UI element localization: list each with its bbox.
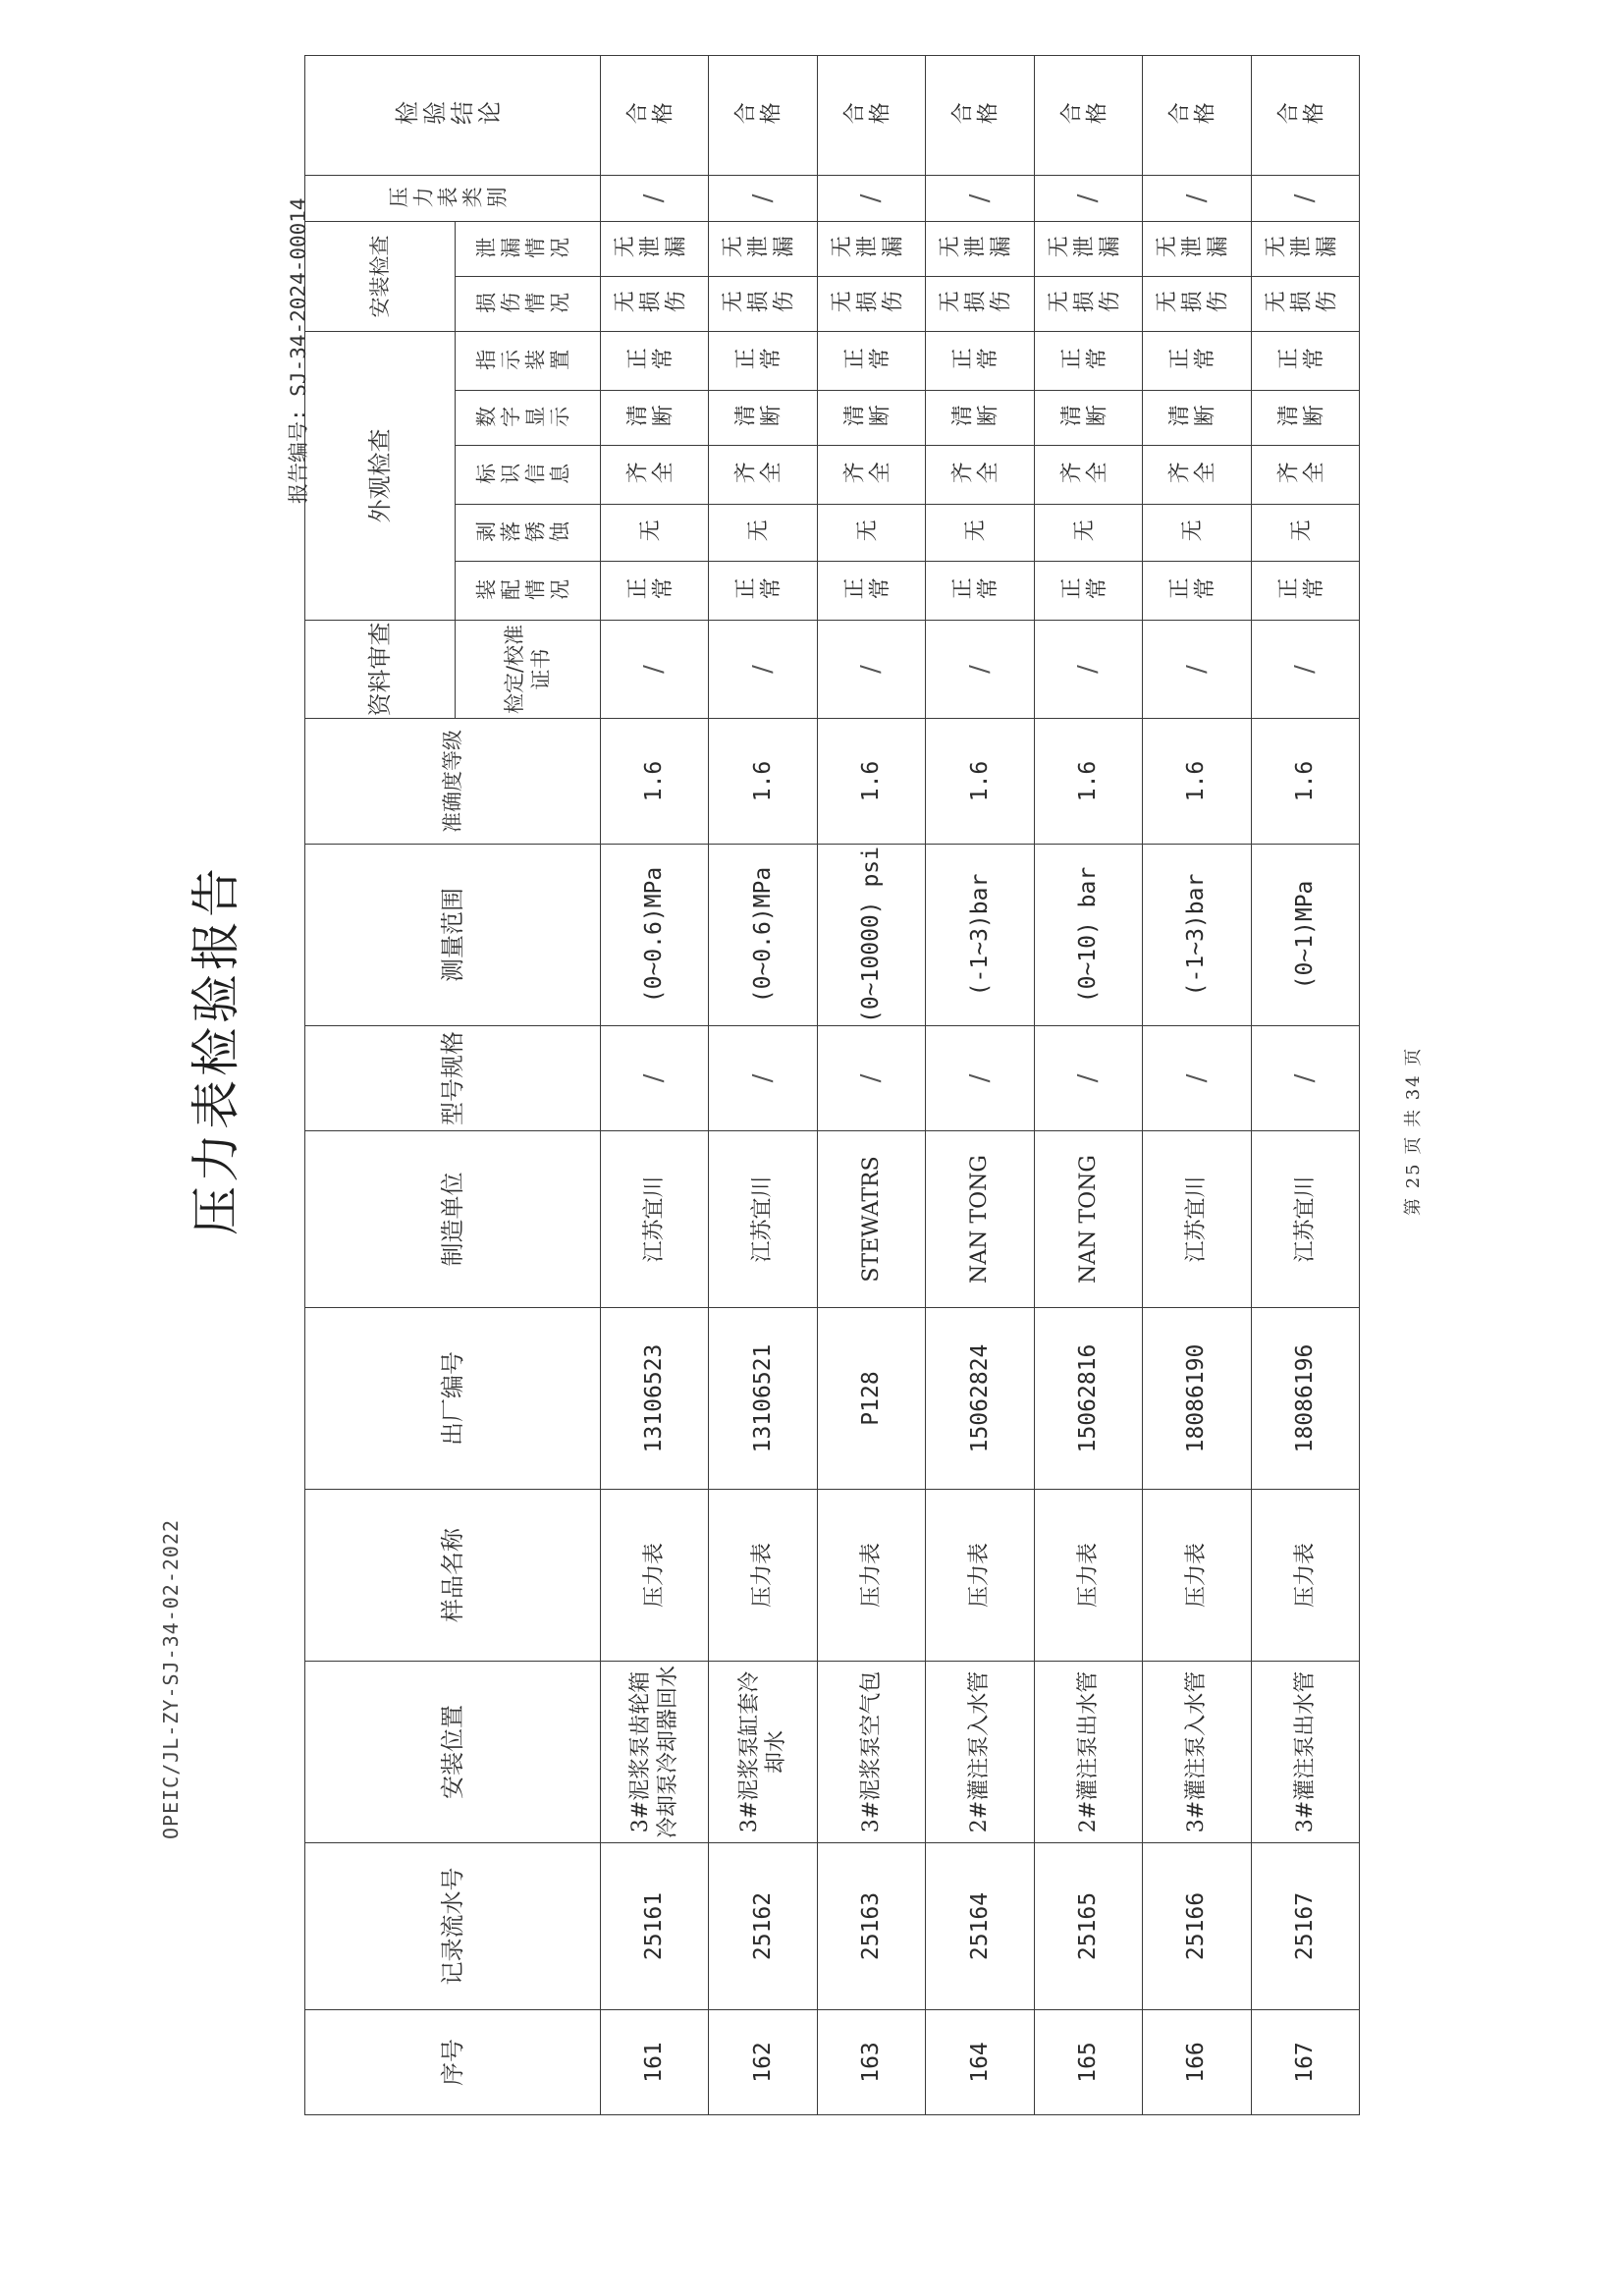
cell-location: 3#泥浆泵齿轮箱冷却泵冷却器回水 bbox=[601, 1662, 709, 1843]
header-leak bbox=[456, 221, 601, 276]
cell-damage-text: 无损伤 bbox=[721, 291, 798, 316]
cell-peeling bbox=[1143, 505, 1251, 562]
cell-seq: 165 bbox=[1034, 2010, 1142, 2115]
cell-accuracy: 1.6 bbox=[1143, 719, 1251, 845]
cell-damage-text: 无损伤 bbox=[1046, 291, 1123, 316]
header-record-no: 记录流水号 bbox=[305, 1843, 601, 2010]
header-seq: 序号 bbox=[305, 2010, 601, 2115]
cell-model: / bbox=[1143, 1026, 1251, 1131]
cell-range: (0~0.6)MPa bbox=[709, 845, 817, 1026]
cell-pointer bbox=[926, 331, 1034, 390]
cell-seq: 161 bbox=[601, 2010, 709, 2115]
cell-record-no: 25162 bbox=[709, 1843, 817, 2010]
cell-range: (0~10) bar bbox=[1034, 845, 1142, 1026]
cell-peeling bbox=[817, 505, 925, 562]
cell-gauge-type: / bbox=[1034, 175, 1142, 221]
cell-leak-text: 无泄漏 bbox=[1263, 236, 1340, 261]
cell-conclusion bbox=[1143, 55, 1251, 175]
cell-location: 2#灌注泵入水管 bbox=[926, 1662, 1034, 1843]
cell-assembly-text: 正常 bbox=[1275, 577, 1327, 603]
cell-assembly bbox=[1251, 562, 1359, 621]
cell-accuracy: 1.6 bbox=[926, 719, 1034, 845]
header-digital-text: 数字显示 bbox=[475, 406, 574, 430]
cell-assembly bbox=[1034, 562, 1142, 621]
cell-pointer-text: 正常 bbox=[841, 348, 893, 373]
cell-accuracy: 1.6 bbox=[817, 719, 925, 845]
header-digital bbox=[456, 391, 601, 446]
cell-seq: 164 bbox=[926, 2010, 1034, 2115]
cell-digital bbox=[1034, 391, 1142, 446]
pressure-gauge-inspection-table bbox=[304, 55, 1360, 2115]
cell-marking bbox=[926, 446, 1034, 505]
header-cert: 检定/校准证书 bbox=[456, 621, 601, 719]
cell-marking-text: 齐全 bbox=[841, 462, 893, 487]
cell-manufacturer: STEWATRS bbox=[817, 1131, 925, 1308]
cell-sample-name: 压力表 bbox=[709, 1490, 817, 1662]
cell-leak bbox=[817, 221, 925, 276]
header-assembly bbox=[456, 562, 601, 621]
cell-marking-text: 齐全 bbox=[1058, 462, 1110, 487]
cell-peeling-text: 无 bbox=[1288, 519, 1315, 545]
cell-peeling-text: 无 bbox=[1071, 519, 1098, 545]
cell-gauge-type: / bbox=[1143, 175, 1251, 221]
cell-cert: / bbox=[601, 621, 709, 719]
form-code: OPEIC/JL-ZY-SJ-34-02-2022 bbox=[159, 1518, 183, 1839]
cell-leak-text: 无泄漏 bbox=[938, 236, 1015, 261]
header-manufacturer: 制造单位 bbox=[305, 1131, 601, 1308]
header-sample-name: 样品名称 bbox=[305, 1490, 601, 1662]
cell-gauge-type: / bbox=[601, 175, 709, 221]
cell-gauge-type: / bbox=[926, 175, 1034, 221]
cell-marking-text: 齐全 bbox=[1275, 462, 1327, 487]
cell-leak bbox=[1143, 221, 1251, 276]
cell-digital-text: 清断 bbox=[950, 405, 1002, 430]
header-conclusion-text: 检验结论 bbox=[394, 101, 505, 130]
header-marking bbox=[456, 446, 601, 505]
cell-marking bbox=[817, 446, 925, 505]
header-pointer-text: 指示装置 bbox=[475, 349, 574, 373]
cell-manufacturer: NAN TONG bbox=[1034, 1131, 1142, 1308]
cell-model: / bbox=[1251, 1026, 1359, 1131]
cell-assembly bbox=[709, 562, 817, 621]
report-title: 压力表检验报告 bbox=[188, 864, 244, 1235]
cell-factory-no: 13106521 bbox=[709, 1308, 817, 1490]
header-damage bbox=[456, 276, 601, 331]
cell-model: / bbox=[817, 1026, 925, 1131]
cell-conclusion-text: 合格 bbox=[624, 102, 676, 128]
cell-marking bbox=[1143, 446, 1251, 505]
cell-leak bbox=[709, 221, 817, 276]
cell-pointer-text: 正常 bbox=[1167, 348, 1219, 373]
cell-damage bbox=[817, 276, 925, 331]
cell-leak-text: 无泄漏 bbox=[721, 236, 798, 261]
cell-seq: 166 bbox=[1143, 2010, 1251, 2115]
cell-location: 3#泥浆泵缸套冷却水 bbox=[709, 1662, 817, 1843]
cell-pointer bbox=[1143, 331, 1251, 390]
cell-location: 2#灌注泵出水管 bbox=[1034, 1662, 1142, 1843]
cell-manufacturer: NAN TONG bbox=[926, 1131, 1034, 1308]
cell-conclusion-text: 合格 bbox=[1058, 102, 1110, 128]
cell-model: / bbox=[709, 1026, 817, 1131]
cell-marking-text: 齐全 bbox=[950, 462, 1002, 487]
cell-assembly-text: 正常 bbox=[733, 577, 785, 603]
cell-leak-text: 无泄漏 bbox=[612, 236, 689, 261]
cell-pointer bbox=[817, 331, 925, 390]
header-assembly-text: 装配情况 bbox=[475, 578, 574, 603]
cell-model: / bbox=[926, 1026, 1034, 1131]
cell-record-no: 25166 bbox=[1143, 1843, 1251, 2010]
cell-cert: / bbox=[817, 621, 925, 719]
header-peeling bbox=[456, 505, 601, 562]
header-pointer bbox=[456, 331, 601, 390]
cell-pointer-text: 正常 bbox=[733, 348, 785, 373]
cell-marking-text: 齐全 bbox=[733, 462, 785, 487]
report-number: 报告编号: SJ-34-2024-00014 bbox=[287, 197, 310, 504]
cell-range: (0~1)MPa bbox=[1251, 845, 1359, 1026]
cell-sample-name: 压力表 bbox=[1251, 1490, 1359, 1662]
header-appearance: 外观检查 bbox=[305, 331, 456, 620]
cell-manufacturer: 江苏宜川 bbox=[601, 1131, 709, 1308]
cell-digital-text: 清断 bbox=[841, 405, 893, 430]
cell-marking bbox=[709, 446, 817, 505]
cell-assembly-text: 正常 bbox=[1058, 577, 1110, 603]
cell-conclusion-text: 合格 bbox=[841, 102, 893, 128]
cell-factory-no: 18086190 bbox=[1143, 1308, 1251, 1490]
cell-conclusion-text: 合格 bbox=[1167, 102, 1219, 128]
cell-conclusion bbox=[926, 55, 1034, 175]
cell-sample-name: 压力表 bbox=[817, 1490, 925, 1662]
cell-digital bbox=[1143, 391, 1251, 446]
cell-peeling-text: 无 bbox=[746, 519, 773, 545]
cell-pointer bbox=[601, 331, 709, 390]
cell-damage-text: 无损伤 bbox=[938, 291, 1015, 316]
header-factory-no: 出厂编号 bbox=[305, 1308, 601, 1490]
cell-conclusion bbox=[817, 55, 925, 175]
cell-marking-text: 齐全 bbox=[624, 462, 676, 487]
cell-marking bbox=[1251, 446, 1359, 505]
cell-conclusion-text: 合格 bbox=[1275, 102, 1327, 128]
cell-digital-text: 清断 bbox=[1058, 405, 1110, 430]
cell-record-no: 25167 bbox=[1251, 1843, 1359, 2010]
cell-damage-text: 无损伤 bbox=[829, 291, 906, 316]
table-row bbox=[1251, 55, 1359, 2114]
cell-leak bbox=[1251, 221, 1359, 276]
cell-digital-text: 清断 bbox=[1275, 405, 1327, 430]
cell-damage bbox=[601, 276, 709, 331]
cell-factory-no: P128 bbox=[817, 1308, 925, 1490]
cell-assembly-text: 正常 bbox=[950, 577, 1002, 603]
cell-conclusion bbox=[709, 55, 817, 175]
cell-peeling bbox=[601, 505, 709, 562]
cell-location: 3#灌注泵出水管 bbox=[1251, 1662, 1359, 1843]
cell-gauge-type: / bbox=[1251, 175, 1359, 221]
header-gauge-type-text: 压力表类别 bbox=[388, 186, 512, 210]
cell-damage bbox=[926, 276, 1034, 331]
cell-leak bbox=[601, 221, 709, 276]
cell-sample-name: 压力表 bbox=[926, 1490, 1034, 1662]
cell-assembly bbox=[1143, 562, 1251, 621]
cell-sample-name: 压力表 bbox=[601, 1490, 709, 1662]
cell-sample-name: 压力表 bbox=[1143, 1490, 1251, 1662]
cell-range: (-1~3)bar bbox=[1143, 845, 1251, 1026]
cell-digital bbox=[817, 391, 925, 446]
cell-conclusion-text: 合格 bbox=[733, 102, 785, 128]
cell-pointer-text: 正常 bbox=[1058, 348, 1110, 373]
header-accuracy: 准确度等级 bbox=[305, 719, 601, 845]
cell-peeling bbox=[709, 505, 817, 562]
cell-seq: 167 bbox=[1251, 2010, 1359, 2115]
cell-cert: / bbox=[926, 621, 1034, 719]
cell-range: (0~10000) psi bbox=[817, 845, 925, 1026]
header-model: 型号规格 bbox=[305, 1026, 601, 1131]
cell-digital bbox=[926, 391, 1034, 446]
cell-gauge-type: / bbox=[709, 175, 817, 221]
cell-cert: / bbox=[1034, 621, 1142, 719]
table-header-row-1 bbox=[305, 55, 456, 2114]
cell-conclusion bbox=[1251, 55, 1359, 175]
header-gauge-type bbox=[305, 175, 601, 221]
cell-digital bbox=[1251, 391, 1359, 446]
cell-assembly bbox=[817, 562, 925, 621]
cell-accuracy: 1.6 bbox=[1034, 719, 1142, 845]
cell-damage bbox=[709, 276, 817, 331]
cell-damage-text: 无损伤 bbox=[1263, 291, 1340, 316]
cell-peeling-text: 无 bbox=[637, 519, 664, 545]
cell-peeling bbox=[1251, 505, 1359, 562]
cell-manufacturer: 江苏宜川 bbox=[1251, 1131, 1359, 1308]
cell-manufacturer: 江苏宜川 bbox=[1143, 1131, 1251, 1308]
cell-pointer-text: 正常 bbox=[624, 348, 676, 373]
page-footer: 第 25 页 共 34 页 bbox=[1403, 1046, 1424, 1216]
cell-leak-text: 无泄漏 bbox=[1046, 236, 1123, 261]
cell-pointer bbox=[1034, 331, 1142, 390]
cell-conclusion bbox=[1034, 55, 1142, 175]
cell-peeling bbox=[926, 505, 1034, 562]
cell-assembly-text: 正常 bbox=[624, 577, 676, 603]
cell-factory-no: 15062824 bbox=[926, 1308, 1034, 1490]
cell-manufacturer: 江苏宜川 bbox=[709, 1131, 817, 1308]
cell-assembly-text: 正常 bbox=[1167, 577, 1219, 603]
table-row bbox=[1143, 55, 1251, 2114]
cell-digital-text: 清断 bbox=[624, 405, 676, 430]
cell-record-no: 25164 bbox=[926, 1843, 1034, 2010]
cell-leak bbox=[1034, 221, 1142, 276]
cell-pointer-text: 正常 bbox=[950, 348, 1002, 373]
cell-pointer-text: 正常 bbox=[1275, 348, 1327, 373]
header-peeling-text: 剥落锈蚀 bbox=[475, 520, 574, 545]
cell-gauge-type: / bbox=[817, 175, 925, 221]
table-row bbox=[817, 55, 925, 2114]
cell-seq: 163 bbox=[817, 2010, 925, 2115]
header-leak-text: 泄漏情况 bbox=[475, 237, 574, 261]
cell-marking-text: 齐全 bbox=[1167, 462, 1219, 487]
cell-peeling-text: 无 bbox=[1180, 519, 1207, 545]
cell-record-no: 25161 bbox=[601, 1843, 709, 2010]
cell-marking bbox=[601, 446, 709, 505]
table-row bbox=[926, 55, 1034, 2114]
header-doc-review: 资料审查 bbox=[305, 621, 456, 719]
table-row bbox=[1034, 55, 1142, 2114]
cell-digital-text: 清断 bbox=[733, 405, 785, 430]
header-location: 安装位置 bbox=[305, 1662, 601, 1843]
cell-accuracy: 1.6 bbox=[709, 719, 817, 845]
table-body bbox=[601, 55, 1360, 2114]
cell-range: (0~0.6)MPa bbox=[601, 845, 709, 1026]
cell-location: 3#泥浆泵空气包 bbox=[817, 1662, 925, 1843]
cell-pointer bbox=[709, 331, 817, 390]
cell-damage-text: 无损伤 bbox=[612, 291, 689, 316]
cell-leak bbox=[926, 221, 1034, 276]
cell-cert: / bbox=[1143, 621, 1251, 719]
cell-assembly bbox=[601, 562, 709, 621]
cell-damage-text: 无损伤 bbox=[1155, 291, 1232, 316]
cell-accuracy: 1.6 bbox=[1251, 719, 1359, 845]
cell-assembly bbox=[926, 562, 1034, 621]
cell-damage bbox=[1034, 276, 1142, 331]
cell-range: (-1~3)bar bbox=[926, 845, 1034, 1026]
cell-peeling-text: 无 bbox=[854, 519, 881, 545]
cell-marking bbox=[1034, 446, 1142, 505]
cell-assembly-text: 正常 bbox=[841, 577, 893, 603]
cell-model: / bbox=[1034, 1026, 1142, 1131]
cell-leak-text: 无泄漏 bbox=[829, 236, 906, 261]
cell-conclusion bbox=[601, 55, 709, 175]
cell-seq: 162 bbox=[709, 2010, 817, 2115]
cell-damage bbox=[1143, 276, 1251, 331]
cell-peeling bbox=[1034, 505, 1142, 562]
cell-pointer bbox=[1251, 331, 1359, 390]
table-row bbox=[601, 55, 709, 2114]
cell-factory-no: 15062816 bbox=[1034, 1308, 1142, 1490]
cell-sample-name: 压力表 bbox=[1034, 1490, 1142, 1662]
cell-digital bbox=[709, 391, 817, 446]
cell-factory-no: 13106523 bbox=[601, 1308, 709, 1490]
header-conclusion bbox=[305, 55, 601, 175]
cell-record-no: 25165 bbox=[1034, 1843, 1142, 2010]
header-damage-text: 损伤情况 bbox=[475, 292, 574, 316]
cell-leak-text: 无泄漏 bbox=[1155, 236, 1232, 261]
cell-location: 3#灌注泵入水管 bbox=[1143, 1662, 1251, 1843]
cell-conclusion-text: 合格 bbox=[950, 102, 1002, 128]
header-marking-text: 标识信息 bbox=[475, 463, 574, 487]
header-range: 测量范围 bbox=[305, 845, 601, 1026]
cell-accuracy: 1.6 bbox=[601, 719, 709, 845]
cell-digital bbox=[601, 391, 709, 446]
cell-model: / bbox=[601, 1026, 709, 1131]
cell-damage bbox=[1251, 276, 1359, 331]
cell-record-no: 25163 bbox=[817, 1843, 925, 2010]
cell-digital-text: 清断 bbox=[1167, 405, 1219, 430]
cell-cert: / bbox=[709, 621, 817, 719]
cell-factory-no: 18086196 bbox=[1251, 1308, 1359, 1490]
cell-cert: / bbox=[1251, 621, 1359, 719]
header-install-check: 安装检查 bbox=[305, 221, 456, 331]
table-row bbox=[709, 55, 817, 2114]
cell-peeling-text: 无 bbox=[963, 519, 990, 545]
